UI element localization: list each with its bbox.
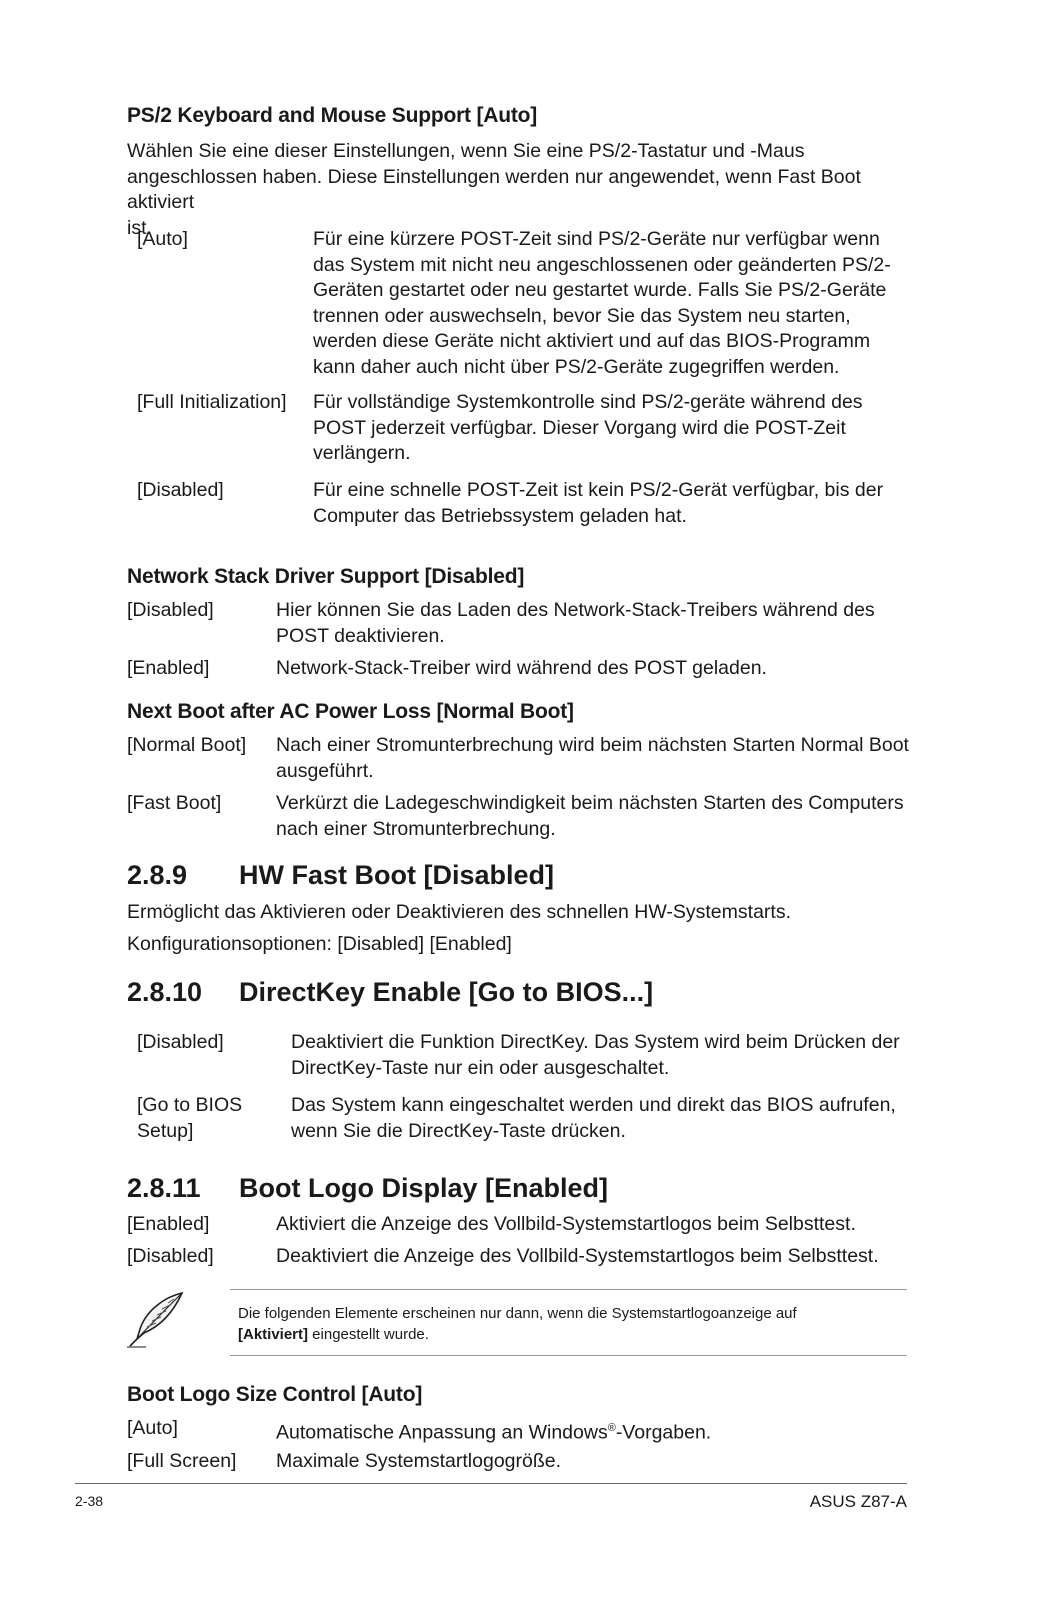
- desc-line: Verkürzt die Ladegeschwindigkeit beim nächsten Starten des Computers: [276, 792, 904, 814]
- option-label: [Disabled]: [137, 1031, 224, 1053]
- option-description: [276, 598, 916, 649]
- desc-line: Hier können Sie das Laden des Network-Stack-Treibers während des: [276, 599, 875, 621]
- option-description: Aktiviert die Anzeige des Vollbild-Systemstartlogos beim Selbsttest.: [276, 1213, 856, 1235]
- desc-line: nach einer Stromunterbrechung.: [276, 817, 556, 840]
- section-heading-nextboot: Next Boot after AC Power Loss [Normal Boot]: [127, 700, 574, 723]
- section-number: 2.8.9: [127, 860, 188, 890]
- section-number: 2.8.10: [127, 977, 203, 1007]
- desc-line: DirectKey-Taste nur ein oder ausgeschaltet.: [291, 1056, 670, 1079]
- option-description: Deaktiviert die Anzeige des Vollbild-Systemstartlogos beim Selbsttest.: [276, 1245, 879, 1267]
- option-label: [Enabled]: [127, 1213, 210, 1235]
- option-label: [Normal Boot]: [127, 734, 247, 756]
- footer-rule: [75, 1483, 907, 1484]
- note-line: Die folgenden Elemente erscheinen nur dann, wenn die Systemstartlogoanzeige auf: [238, 1305, 797, 1322]
- desc-line: ausgeführt.: [276, 759, 374, 782]
- option-label: [137, 1093, 242, 1144]
- body-text: Konfigurationsoptionen: [Disabled] [Enabled]: [127, 933, 512, 955]
- section-title: HW Fast Boot [Disabled]: [239, 860, 554, 890]
- ps2-intro-line: angeschlossen haben. Diese Einstellungen werden nur angewendet, wenn Fast Boot aktiviert: [127, 165, 861, 213]
- note-line: [238, 1324, 908, 1345]
- label-line: Setup]: [137, 1119, 194, 1142]
- option-description: [276, 1416, 711, 1446]
- option-label: [Fast Boot]: [127, 792, 222, 814]
- body-text: Ermöglicht das Aktivieren oder Deaktivieren des schnellen HW-Systemstarts.: [127, 901, 791, 923]
- option-description: [313, 390, 913, 467]
- product-name: ASUS Z87-A: [809, 1492, 907, 1511]
- section-heading-network: Network Stack Driver Support [Disabled]: [127, 565, 525, 588]
- ps2-intro-line: ist.: [127, 216, 152, 239]
- feather-quill-icon: [124, 1289, 188, 1351]
- registered-mark: ®: [607, 1422, 616, 1434]
- section-number: 2.8.11: [127, 1173, 201, 1203]
- section-heading-ps2: PS/2 Keyboard and Mouse Support [Auto]: [127, 104, 538, 127]
- option-label: [Disabled]: [127, 1245, 214, 1267]
- desc-text: -Vorgaben.: [615, 1421, 712, 1444]
- option-label: [Full Initialization]: [137, 391, 287, 413]
- desc-line: das System mit nicht neu angeschlossenen oder geänderten PS/2-: [313, 253, 891, 276]
- option-label: [Full Screen]: [127, 1450, 237, 1472]
- option-description: [313, 478, 913, 529]
- note-top-rule: [230, 1289, 907, 1290]
- option-description: Maximale Systemstartlogogröße.: [276, 1450, 562, 1472]
- desc-line: Computer das Betriebssystem geladen hat.: [313, 504, 687, 527]
- desc-line: werden diese Geräte nicht aktiviert und auf das BIOS-Programm: [313, 330, 871, 352]
- option-label: [Disabled]: [127, 599, 214, 621]
- section-title: Boot Logo Display [Enabled]: [239, 1173, 608, 1203]
- option-description: [291, 1030, 931, 1081]
- desc-line: Für vollständige Systemkontrolle sind PS/2-geräte während des: [313, 391, 863, 413]
- option-label: [Auto]: [127, 1417, 178, 1439]
- desc-line: wenn Sie die DirectKey-Taste drücken.: [291, 1119, 626, 1142]
- option-description: [291, 1093, 931, 1144]
- option-label: [Disabled]: [137, 479, 224, 501]
- desc-line: Das System kann eingeschaltet werden und direkt das BIOS aufrufen,: [291, 1094, 896, 1116]
- option-description: [276, 733, 916, 784]
- option-description: [313, 227, 913, 380]
- option-label: [Enabled]: [127, 657, 210, 679]
- desc-line: Nach einer Stromunterbrechung wird beim nächsten Starten Normal Boot: [276, 734, 909, 756]
- section-heading-logosize: Boot Logo Size Control [Auto]: [127, 1383, 423, 1406]
- note-rest-text: eingestellt wurde.: [308, 1326, 429, 1343]
- desc-line: trennen oder auswechseln, bevor Sie das System neu starten,: [313, 304, 851, 327]
- option-description: [276, 656, 916, 682]
- desc-line: kann daher auch nicht über PS/2-Geräte zugegriffen werden.: [313, 355, 840, 378]
- desc-line: POST jederzeit verfügbar. Dieser Vorgang wird die POST-Zeit: [313, 416, 846, 439]
- desc-line: POST deaktivieren.: [276, 624, 445, 647]
- desc-line: Für eine schnelle POST-Zeit ist kein PS/2-Gerät verfügbar, bis der: [313, 479, 884, 501]
- desc-line: verlängern.: [313, 442, 411, 464]
- label-line: [Go to BIOS: [137, 1094, 243, 1116]
- ps2-intro-line: Wählen Sie eine dieser Einstellungen, wenn Sie eine PS/2-Tastatur und -Maus: [127, 140, 805, 162]
- option-label: [Auto]: [137, 228, 188, 250]
- desc-line: Für eine kürzere POST-Zeit sind PS/2-Geräte nur verfügbar wenn: [313, 228, 880, 250]
- note-bottom-rule: [230, 1355, 907, 1356]
- ps2-intro: [127, 139, 927, 241]
- desc-text: Automatische Anpassung an Windows: [276, 1421, 608, 1444]
- desc-line: Geräten gestartet oder neu gestartet wurde. Falls Sie PS/2-Geräte: [313, 279, 887, 301]
- page-number: 2-38: [75, 1493, 104, 1509]
- option-description: [276, 791, 916, 842]
- desc-line: Deaktiviert die Funktion DirectKey. Das System wird beim Drücken der: [291, 1031, 900, 1053]
- note-text: [238, 1303, 908, 1345]
- desc-line: Network-Stack-Treiber wird während des POST geladen.: [276, 657, 767, 679]
- note-bold-text: [Aktiviert]: [238, 1326, 309, 1343]
- section-title: DirectKey Enable [Go to BIOS...]: [239, 977, 654, 1007]
